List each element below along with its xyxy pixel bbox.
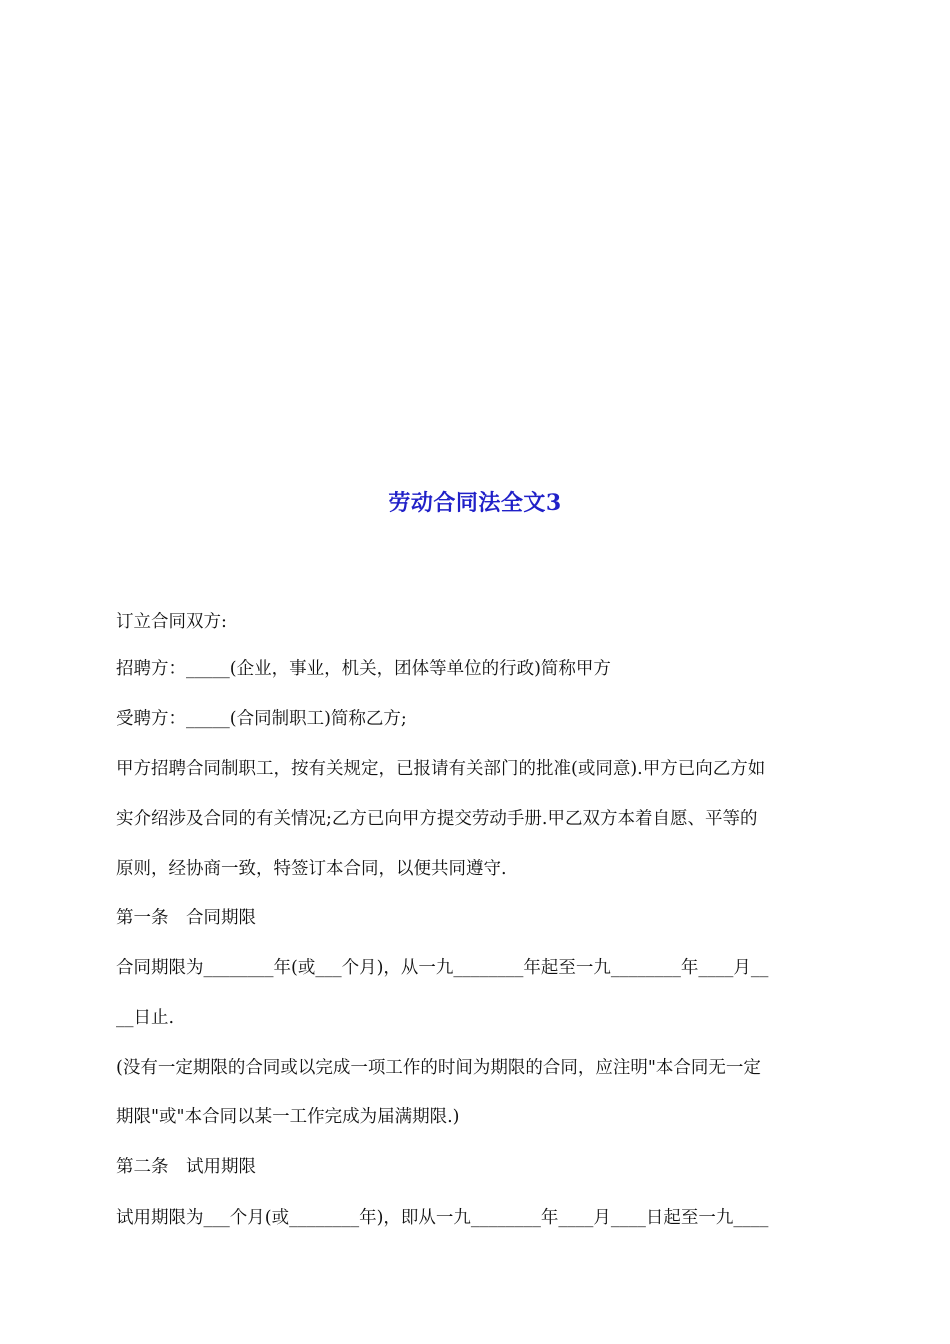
- paragraph-line: (没有一定期限的合同或以完成一项工作的时间为期限的合同，应注明"本合同无一定: [116, 1058, 761, 1078]
- paragraph-line: 合同期限为________年(或___个月)，从一九________年起至一九________年____月__: [116, 958, 769, 978]
- section-heading: 第二条 试用期限: [116, 1157, 256, 1177]
- paragraph-line: 订立合同双方:: [116, 612, 227, 632]
- document-title: 劳动合同法全文3: [388, 490, 562, 516]
- paragraph-line: 期限"或"本合同以某一工作完成为届满期限.): [116, 1107, 460, 1127]
- paragraph-line: 实介绍涉及合同的有关情况;乙方已向甲方提交劳动手册.甲乙双方本着自愿、平等的: [116, 809, 758, 829]
- paragraph-line: 受聘方：_____(合同制职工)简称乙方;: [116, 709, 407, 729]
- section-heading: 第一条 合同期限: [116, 908, 256, 928]
- paragraph-line: 招聘方：_____(企业，事业，机关，团体等单位的行政)简称甲方: [116, 659, 611, 679]
- paragraph-line: 原则，经协商一致，特签订本合同，以便共同遵守.: [116, 859, 507, 879]
- paragraph-line: 甲方招聘合同制职工，按有关规定，已报请有关部门的批准(或同意).甲方已向乙方如: [116, 759, 766, 779]
- paragraph-line: 试用期限为___个月(或________年)，即从一九________年____月____日起至一九____: [116, 1208, 769, 1228]
- paragraph-line: __日止.: [116, 1008, 175, 1028]
